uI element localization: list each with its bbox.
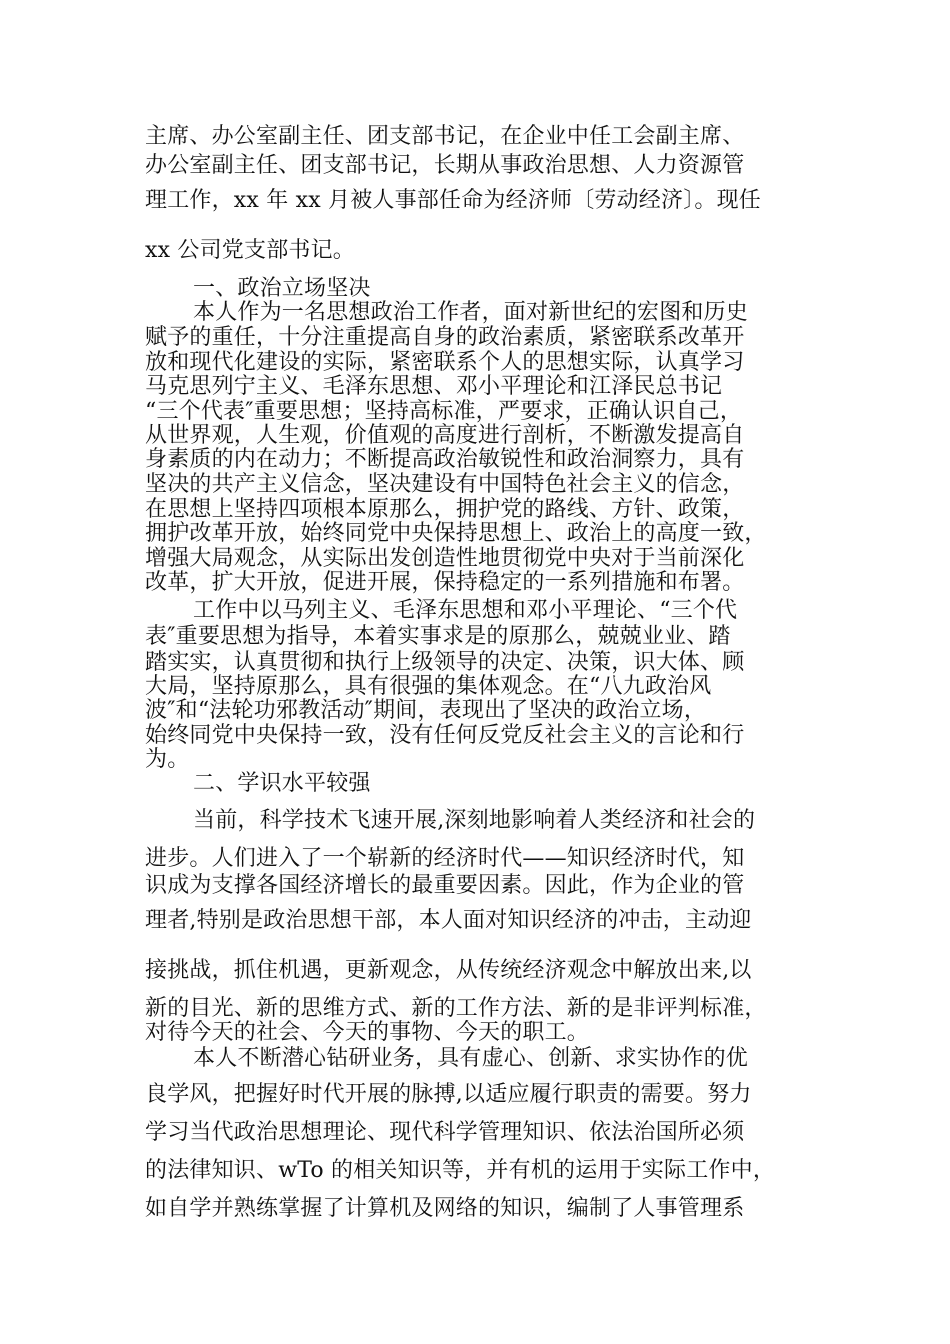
text-line: “三个代表″重要思想；坚持高标准，严要求，正确认识自己， — [145, 399, 743, 424]
text-line: 学习当代政治思想理论、现代科学管理知识、依法治国所必须 — [145, 1120, 745, 1145]
text-line: xx 公司党支部书记。 — [145, 238, 356, 263]
text-line: 理工作，xx 年 xx 月被人事部任命为经济师〔劳动经济〕。现任 — [145, 188, 762, 213]
text-line: 赋予的重任，十分注重提高自身的政治素质，紧密联系改革开 — [145, 325, 745, 350]
text-line: 工作中以马列主义、毛泽东思想和邓小平理论、“三个代 — [193, 598, 738, 623]
text-line: 马克思列宁主义、毛泽东思想、邓小平理论和江泽民总书记 — [145, 374, 723, 399]
text-line: 的法律知识、wTo 的相关知识等，并有机的运用于实际工作中， — [145, 1158, 776, 1183]
text-line: 改革，扩大开放，促进开展，保持稳定的一系列措施和布署。 — [145, 570, 745, 595]
text-line: 办公室副主任、团支部书记，长期从事政治思想、人力资源管 — [145, 153, 745, 178]
section-heading: 一、政治立场坚决 — [193, 276, 371, 301]
text-line: 增强大局观念，从实际出发创造性地贯彻党中央对于当前深化 — [145, 546, 745, 571]
text-line: 为。 — [145, 747, 190, 772]
text-line: 从世界观，人生观，价值观的高度进行剖析，不断激发提高自 — [145, 423, 745, 448]
text-line: 在思想上坚持四项根本原那么，拥护党的路线、方针、政策， — [145, 497, 745, 522]
text-line: 拥护改革开放，始终同党中央保持思想上、政治上的高度一致， — [145, 521, 767, 546]
text-line: 当前，科学技术飞速开展,深刻地影响着人类经济和社会的 — [193, 808, 756, 833]
text-line: 良学风，把握好时代开展的脉搏,以适应履行职责的需要。努力 — [145, 1082, 752, 1107]
section-heading: 二、学识水平较强 — [193, 771, 371, 796]
text-line: 对待今天的社会、今天的事物、今天的职工。 — [145, 1020, 590, 1045]
document-page — [145, 0, 815, 1344]
text-line: 本人作为一名思想政治工作者，面对新世纪的宏图和历史 — [193, 300, 749, 325]
text-line: 表″重要思想为指导，本着实事求是的原那么，兢兢业业、踏 — [145, 624, 731, 649]
text-line: 识成为支撑各国经济增长的最重要因素。因此，作为企业的管 — [145, 873, 745, 898]
text-line: 坚决的共产主义信念，坚决建设有中国特色社会主义的信念， — [145, 472, 745, 497]
text-line: 波″和“法轮功邪教活动″期间，表现出了坚决的政治立场， — [145, 698, 707, 723]
text-line: 进步。人们进入了一个崭新的经济时代——知识经济时代，知 — [145, 846, 745, 871]
text-line: 本人不断潜心钻研业务，具有虚心、创新、求实协作的优 — [193, 1046, 749, 1071]
text-line: 大局，坚持原那么，具有很强的集体观念。在“八九政治风 — [145, 674, 712, 699]
text-line: 始终同党中央保持一致，没有任何反党反社会主义的言论和行 — [145, 723, 745, 748]
text-line: 放和现代化建设的实际，紧密联系个人的思想实际，认真学习 — [145, 350, 745, 375]
text-line: 主席、办公室副主任、团支部书记，在企业中任工会副主席、 — [145, 124, 745, 149]
text-line: 接挑战，抓住机遇，更新观念，从传统经济观念中解放出来,以 — [145, 958, 752, 983]
text-line: 新的目光、新的思维方式、新的工作方法、新的是非评判标准， — [145, 996, 767, 1021]
text-line: 身素质的内在动力；不断提高政治敏锐性和政治洞察力，具有 — [145, 447, 745, 472]
text-line: 理者,特别是政治思想干部，本人面对知识经济的冲击，主动迎 — [145, 908, 752, 933]
text-line: 踏实实，认真贯彻和执行上级领导的决定、决策，识大体、顾 — [145, 650, 745, 675]
text-line: 如自学并熟练掌握了计算机及网络的知识，编制了人事管理系 — [145, 1196, 745, 1221]
